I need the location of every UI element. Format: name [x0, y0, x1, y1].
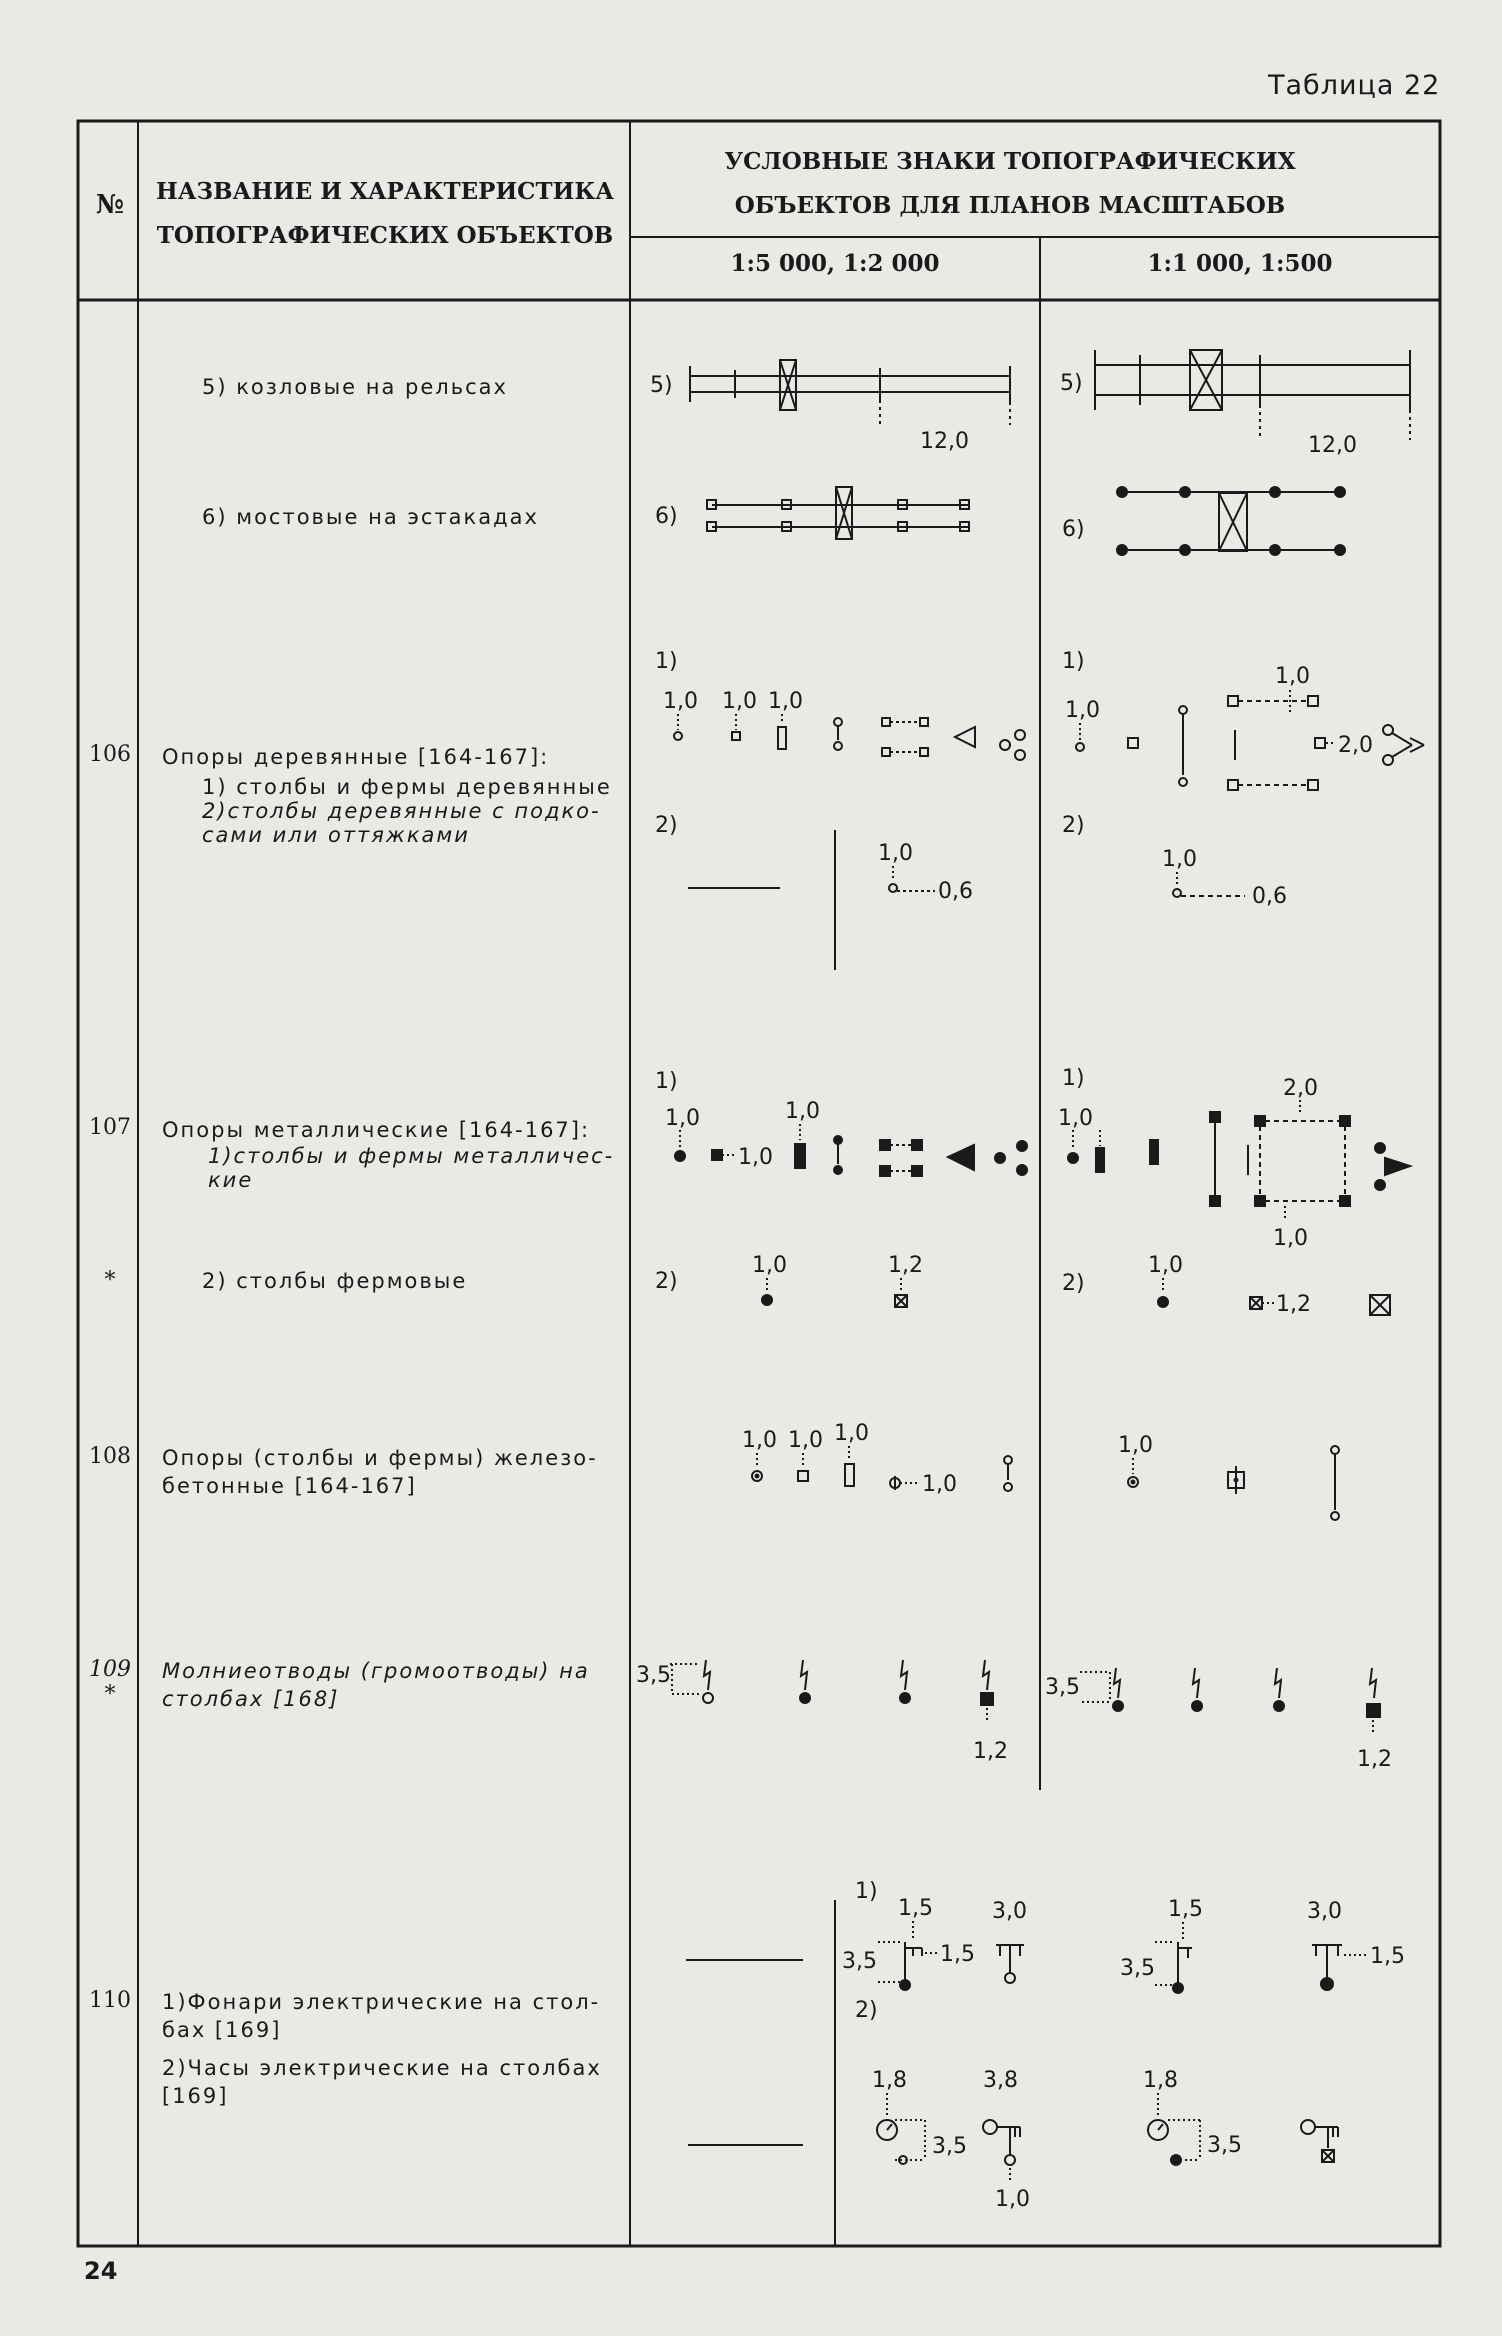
dim-label: 1,8 — [1143, 2068, 1178, 2093]
dim-label: 0,6 — [1252, 884, 1287, 909]
header-col-name-line1: НАЗВАНИЕ И ХАРАКТЕРИСТИКА — [156, 178, 614, 205]
dim-label: 3,5 — [842, 1949, 877, 1974]
dim-label: 3,8 — [983, 2068, 1018, 2093]
row-lamps-clocks-desc — [162, 1988, 618, 2110]
dim-label: 1,0 — [742, 1428, 777, 1453]
dim-label: 3,5 — [1207, 2133, 1242, 2158]
row-title: Опоры металлические [164-167]: — [162, 1118, 591, 1142]
dim-label: 1,0 — [834, 1421, 869, 1446]
row-number: 109 — [89, 1657, 131, 1682]
dim-label: 1,5 — [898, 1896, 933, 1921]
dim-label: 1,2 — [973, 1739, 1008, 1764]
sign-wooden-poles-1000 — [1062, 649, 1424, 909]
dim-label: 1,8 — [872, 2068, 907, 2093]
dim-label: 1,0 — [785, 1099, 820, 1124]
dim-label: 3,5 — [636, 1663, 671, 1688]
sign-label: 2) — [1062, 1271, 1085, 1296]
sign-concrete-poles-5000 — [742, 1421, 1012, 1497]
dim-label: 1,0 — [788, 1428, 823, 1453]
dim-label: 2,0 — [1338, 733, 1373, 758]
row-line: Молниеотводы (громоотводы) на — [162, 1659, 590, 1683]
row-truss-poles-desc: 2) столбы фермовые — [202, 1269, 468, 1293]
dim-label: 1,0 — [722, 689, 757, 714]
dim-label: 1,0 — [1058, 1106, 1093, 1131]
header-scale-5000: 1:5 000, 1:2 000 — [730, 250, 940, 277]
dim-label: 3,0 — [1307, 1899, 1342, 1924]
row-line: бах [169] — [162, 2018, 282, 2042]
sign-label: 1) — [855, 1879, 878, 1904]
header-col-signs-line2: ОБЪЕКТОВ ДЛЯ ПЛАНОВ МАСШТАБОВ — [734, 192, 1286, 219]
dim-label: 1,0 — [663, 689, 698, 714]
sign-bridge-crane-5000 — [655, 487, 969, 539]
dim-label: 1,2 — [1357, 1747, 1392, 1772]
row-metal-supports-desc — [162, 1116, 618, 1192]
row-wooden-supports-desc — [162, 743, 618, 847]
row-line: 2)Часы электрические на столбах — [162, 2056, 602, 2080]
dim-label: 1,2 — [888, 1253, 923, 1278]
row-number: * — [104, 1268, 116, 1293]
sign-lightning-rods-5000 — [636, 1660, 1008, 1764]
dim-label: 3,5 — [1120, 1956, 1155, 1981]
sign-label: 1) — [1062, 649, 1085, 674]
dim-label: 1,0 — [752, 1253, 787, 1278]
row-lightning-rods-desc — [162, 1657, 618, 1713]
sign-gantry-5000 — [650, 360, 1010, 454]
row-line: 1)Фонари электрические на стол- — [162, 1990, 601, 2014]
header-col-name-line2: ТОПОГРАФИЧЕСКИХ ОБЪЕКТОВ — [156, 222, 614, 249]
header-col-number: № — [95, 190, 125, 220]
header-col-signs-line1: УСЛОВНЫЕ ЗНАКИ ТОПОГРАФИЧЕСКИХ — [724, 148, 1296, 175]
row-sub: 1)столбы и фермы металличес- — [208, 1144, 615, 1168]
dim-label: 3,5 — [932, 2134, 967, 2159]
sign-label: 5) — [1060, 371, 1083, 396]
dim-label: 1,5 — [940, 1942, 975, 1967]
row-sub: сами или оттяжками — [202, 823, 470, 847]
dim-label: 1,0 — [665, 1106, 700, 1131]
dim-label: 12,0 — [1308, 433, 1357, 458]
sign-lightning-rods-1000 — [1045, 1668, 1392, 1772]
dim-label: 0,6 — [938, 879, 973, 904]
row-number: 108 — [89, 1444, 131, 1469]
row-line: Опоры (столбы и фермы) железо- — [162, 1446, 598, 1470]
sign-wooden-poles-5000 — [655, 649, 1025, 904]
header-scale-1000: 1:1 000, 1:500 — [1147, 250, 1333, 277]
sign-street-lamps-5000 — [686, 1879, 1030, 2212]
header-col-signs — [660, 140, 1360, 228]
row-number: 110 — [89, 1988, 131, 2013]
dim-label: 1,0 — [878, 841, 913, 866]
dim-label: 1,0 — [1273, 1226, 1308, 1251]
row-line: [169] — [162, 2084, 229, 2108]
sign-label: 1) — [1062, 1066, 1085, 1091]
dim-label: 1,0 — [1162, 847, 1197, 872]
dim-label: 2,0 — [1283, 1076, 1318, 1101]
row-gantry-desc: 5) козловые на рельсах — [202, 375, 508, 399]
sign-label: 2) — [855, 1998, 878, 2023]
dim-label: 3,0 — [992, 1899, 1027, 1924]
sign-label: 6) — [1062, 517, 1085, 542]
row-number-mark: * — [104, 1682, 116, 1707]
dim-label: 1,5 — [1370, 1944, 1405, 1969]
sign-label: 5) — [650, 373, 673, 398]
dim-label: 1,0 — [1065, 698, 1100, 723]
sign-label: 2) — [655, 1269, 678, 1294]
row-sub: 2)столбы деревянные с подко- — [202, 799, 601, 823]
sign-gantry-1000 — [1060, 350, 1410, 458]
sign-label: 6) — [655, 504, 678, 529]
dim-label: 1,0 — [768, 689, 803, 714]
table-label: Таблица 22 — [1268, 70, 1441, 101]
dim-label: 1,0 — [922, 1472, 957, 1497]
dim-label: 1,0 — [1275, 664, 1310, 689]
sign-metal-poles-5000 — [655, 1069, 1027, 1307]
dim-label: 1,0 — [995, 2187, 1030, 2212]
page-number: 24 — [84, 2257, 118, 2285]
sign-metal-poles-1000 — [1058, 1066, 1410, 1317]
row-line: столбах [168] — [162, 1687, 340, 1711]
row-bridge-crane-desc: 6) мостовые на эстакадах — [202, 505, 539, 529]
dim-label: 1,0 — [1118, 1433, 1153, 1458]
row-number: 106 — [89, 742, 131, 767]
sign-label: 2) — [655, 813, 678, 838]
sign-label: 1) — [655, 649, 678, 674]
row-concrete-supports-desc — [162, 1444, 618, 1500]
row-title: Опоры деревянные [164-167]: — [162, 745, 550, 769]
sign-label: 1) — [655, 1069, 678, 1094]
sign-concrete-poles-1000 — [1118, 1433, 1339, 1520]
sign-street-lamps-1000 — [1120, 1897, 1405, 2165]
row-line: бетонные [164-167] — [162, 1474, 417, 1498]
dim-label: 1,0 — [1148, 1253, 1183, 1278]
dim-label: 1,2 — [1276, 1292, 1311, 1317]
dim-label: 1,0 — [738, 1145, 773, 1170]
dim-label: 12,0 — [920, 429, 969, 454]
sign-label: 2) — [1062, 813, 1085, 838]
dim-label: 3,5 — [1045, 1675, 1080, 1700]
row-sub: кие — [208, 1168, 254, 1192]
sign-bridge-crane-1000 — [1062, 487, 1345, 555]
header-col-name — [150, 170, 620, 258]
dim-label: 1,5 — [1168, 1897, 1203, 1922]
row-sub: 1) столбы и фермы деревянные — [202, 775, 612, 799]
row-number: 107 — [89, 1115, 131, 1140]
